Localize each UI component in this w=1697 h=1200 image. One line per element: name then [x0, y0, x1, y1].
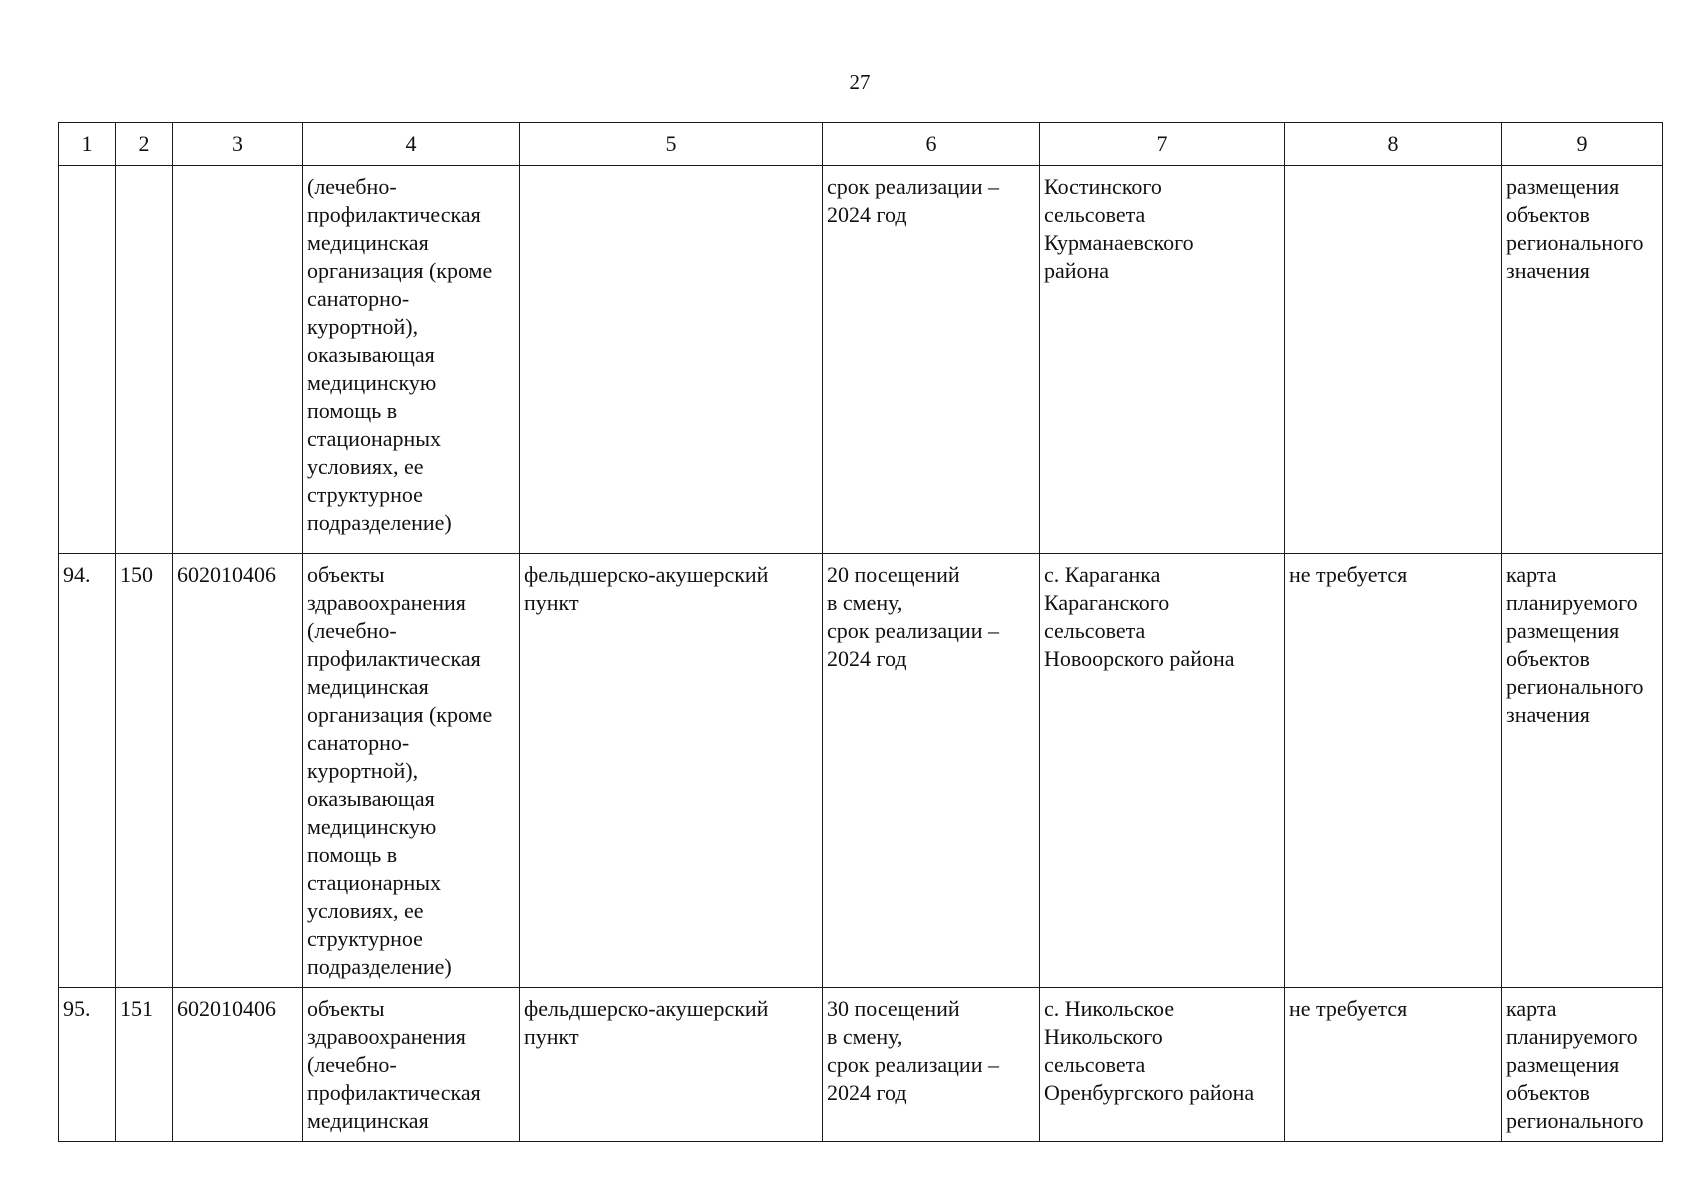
- cell-line: санаторно-: [307, 730, 410, 755]
- table-row: [59, 988, 1663, 1142]
- cell-line: 30 посещений: [827, 996, 960, 1021]
- cell-line: планируемого: [1506, 1024, 1638, 1049]
- cell-line: курортной),: [307, 758, 419, 783]
- cell-line: карта: [1506, 562, 1557, 587]
- cell-location: [1040, 554, 1285, 988]
- cell-number: 95.: [59, 988, 116, 1142]
- data-table: [58, 122, 1663, 1142]
- cell-number: [59, 166, 116, 554]
- cell-code: 602010406: [173, 988, 303, 1142]
- header-cell-6: 6: [823, 123, 1040, 166]
- cell-line: санаторно-: [307, 286, 410, 311]
- cell-map: [1502, 554, 1663, 988]
- cell-line: курортной),: [307, 314, 419, 339]
- cell-characteristics: [823, 988, 1040, 1142]
- cell-line: помощь в: [307, 842, 398, 867]
- cell-line: планируемого: [1506, 590, 1638, 615]
- cell-index: [116, 166, 173, 554]
- cell-line: медицинскую: [307, 370, 437, 395]
- header-cell-8: 8: [1285, 123, 1502, 166]
- cell-line: условиях, ее: [307, 454, 424, 479]
- cell-line: не требуется: [1289, 996, 1408, 1021]
- cell-line: Костинского: [1044, 174, 1162, 199]
- cell-line: подразделение): [307, 954, 452, 979]
- cell-line: размещения: [1506, 174, 1620, 199]
- cell-line: сельсовета: [1044, 618, 1146, 643]
- cell-line: 2024 год: [827, 202, 907, 227]
- cell-line: медицинская: [307, 1108, 429, 1133]
- cell-line: (лечебно-: [307, 618, 397, 643]
- cell-line: подразделение): [307, 510, 452, 535]
- cell-line: в смену,: [827, 590, 903, 615]
- cell-line: структурное: [307, 482, 423, 507]
- cell-code: [173, 166, 303, 554]
- cell-characteristics: [823, 166, 1040, 554]
- cell-line: с. Никольское: [1044, 996, 1175, 1021]
- cell-line: объектов: [1506, 646, 1590, 671]
- cell-line: пункт: [524, 1024, 579, 1049]
- cell-line: 20 посещений: [827, 562, 960, 587]
- header-cell-9: 9: [1502, 123, 1663, 166]
- cell-line: значения: [1506, 258, 1590, 283]
- cell-line: медицинская: [307, 230, 429, 255]
- cell-line: помощь в: [307, 398, 398, 423]
- page-number: 27: [849, 70, 871, 94]
- cell-index: 150: [116, 554, 173, 988]
- cell-line: организация (кроме: [307, 702, 493, 727]
- cell-location: [1040, 988, 1285, 1142]
- header-row: [59, 123, 1663, 166]
- cell-line: Оренбургского района: [1044, 1080, 1255, 1105]
- cell-line: не требуется: [1289, 562, 1408, 587]
- cell-line: карта: [1506, 996, 1557, 1021]
- cell-line: фельдшерско-акушерский: [524, 562, 769, 587]
- cell-line: условиях, ее: [307, 898, 424, 923]
- table-row: [59, 554, 1663, 988]
- cell-line: с. Караганка: [1044, 562, 1161, 587]
- cell-line: стационарных: [307, 426, 442, 451]
- cell-line: структурное: [307, 926, 423, 951]
- cell-line: объектов: [1506, 202, 1590, 227]
- cell-line: медицинская: [307, 674, 429, 699]
- header-cell-3: 3: [173, 123, 303, 166]
- cell-line: сельсовета: [1044, 202, 1146, 227]
- cell-line: регионального: [1506, 1108, 1644, 1133]
- cell-line: фельдшерско-акушерский: [524, 996, 769, 1021]
- cell-line: размещения: [1506, 1052, 1620, 1077]
- cell-map: [1502, 988, 1663, 1142]
- cell-line: организация (кроме: [307, 258, 493, 283]
- cell-line: 2024 год: [827, 1080, 907, 1105]
- cell-line: срок реализации –: [827, 174, 999, 199]
- header-cell-4: 4: [303, 123, 520, 166]
- cell-line: (лечебно-: [307, 1052, 397, 1077]
- cell-line: стационарных: [307, 870, 442, 895]
- cell-location: [1040, 166, 1285, 554]
- cell-object-name: [520, 554, 823, 988]
- cell-characteristics: [823, 554, 1040, 988]
- cell-line: значения: [1506, 702, 1590, 727]
- cell-line: срок реализации –: [827, 618, 999, 643]
- cell-line: объекты: [307, 996, 385, 1021]
- cell-zone: [1285, 166, 1502, 554]
- cell-line: объекты: [307, 562, 385, 587]
- cell-line: сельсовета: [1044, 1052, 1146, 1077]
- cell-index: 151: [116, 988, 173, 1142]
- header-cell-5: 5: [520, 123, 823, 166]
- cell-number: 94.: [59, 554, 116, 988]
- cell-zone: [1285, 988, 1502, 1142]
- cell-line: Караганского: [1044, 590, 1170, 615]
- cell-line: профилактическая: [307, 202, 481, 227]
- cell-object-name: [520, 166, 823, 554]
- cell-line: пункт: [524, 590, 579, 615]
- cell-line: Никольского: [1044, 1024, 1163, 1049]
- table-row: [59, 166, 1663, 554]
- cell-line: оказывающая: [307, 786, 435, 811]
- cell-line: регионального: [1506, 230, 1644, 255]
- header-cell-2: 2: [116, 123, 173, 166]
- cell-line: в смену,: [827, 1024, 903, 1049]
- header-cell-7: 7: [1040, 123, 1285, 166]
- cell-object-type: [303, 554, 520, 988]
- cell-line: оказывающая: [307, 342, 435, 367]
- cell-line: медицинскую: [307, 814, 437, 839]
- cell-map: [1502, 166, 1663, 554]
- cell-line: срок реализации –: [827, 1052, 999, 1077]
- cell-object-type: [303, 988, 520, 1142]
- cell-line: размещения: [1506, 618, 1620, 643]
- cell-line: объектов: [1506, 1080, 1590, 1105]
- cell-line: здравоохранения: [307, 590, 466, 615]
- cell-line: 2024 год: [827, 646, 907, 671]
- cell-line: Курманаевского: [1044, 230, 1194, 255]
- cell-object-type: [303, 166, 520, 554]
- cell-line: профилактическая: [307, 646, 481, 671]
- header-cell-1: 1: [59, 123, 116, 166]
- cell-code: 602010406: [173, 554, 303, 988]
- cell-line: района: [1044, 258, 1110, 283]
- cell-line: Новоорского района: [1044, 646, 1235, 671]
- cell-line: здравоохранения: [307, 1024, 466, 1049]
- cell-zone: [1285, 554, 1502, 988]
- cell-line: профилактическая: [307, 1080, 481, 1105]
- cell-line: (лечебно-: [307, 174, 397, 199]
- cell-object-name: [520, 988, 823, 1142]
- cell-line: регионального: [1506, 674, 1644, 699]
